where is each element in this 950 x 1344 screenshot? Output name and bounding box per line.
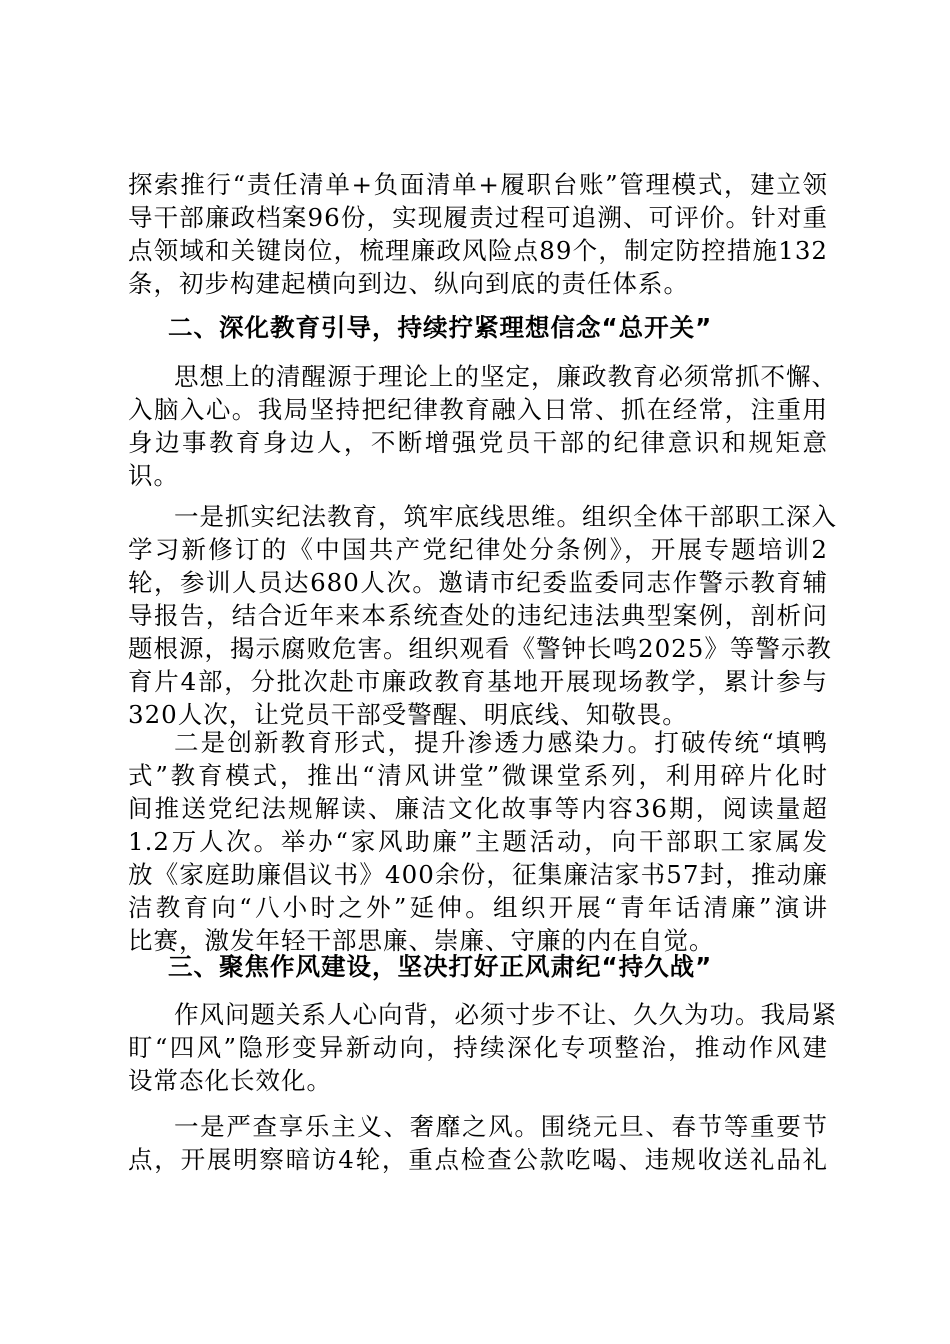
text-line: 身边事教育身边人，不断增强党员干部的纪律意识和规矩意 [128, 428, 828, 457]
text-line: 320人次，让党员干部受警醒、明底线、知敬畏。 [128, 700, 688, 729]
paragraph-discipline-education [128, 500, 837, 731]
text-line: 思想上的清醒源于理论上的坚定，廉政教育必须常抓不懈、 [174, 362, 837, 391]
section-heading-work-style: 三、聚焦作风建设，坚决打好正风肃纪“持久战” [168, 952, 713, 981]
text-line: 题根源，揭示腐败危害。组织观看《警钟长鸣2025》等警示教 [128, 634, 832, 663]
text-line: 条，初步构建起横向到边、纵向到底的责任体系。 [128, 269, 689, 298]
paragraph-hedonism-check [128, 1110, 828, 1176]
text-line: 盯“四风”隐形变异新动向，持续深化专项整治，推动作风建 [128, 1033, 828, 1062]
text-line: 设常态化长效化。 [128, 1066, 332, 1095]
text-line: 点领域和关键岗位，梳理廉政风险点89个，制定防控措施132 [128, 236, 828, 265]
text-line: 轮，参训人员达680人次。邀请市纪委监委同志作警示教育辅 [128, 568, 828, 597]
section-heading-education: 二、深化教育引导，持续拧紧理想信念“总开关” [168, 313, 713, 342]
text-line: 识。 [128, 461, 179, 490]
paragraph-responsibility-system [128, 168, 828, 300]
text-line: 间推送党纪法规解读、廉洁文化故事等内容36期，阅读量超 [128, 794, 828, 823]
text-line: 作风问题关系人心向背，必须寸步不让、久久为功。我局紧 [174, 1000, 837, 1029]
text-line: 学习新修订的《中国共产党纪律处分条例》，开展专题培训2 [128, 535, 828, 564]
text-line: 比赛，激发年轻干部思廉、崇廉、守廉的内在自觉。 [128, 926, 715, 955]
text-line: 1.2万人次。举办“家风助廉”主题活动，向干部职工家属发 [128, 827, 828, 856]
text-line: 放《家庭助廉倡议书》400余份，征集廉洁家书57封，推动廉 [128, 860, 828, 889]
paragraph-innovative-education [128, 726, 828, 957]
text-line: 一是严查享乐主义、奢靡之风。围绕元旦、春节等重要节 [174, 1112, 828, 1141]
text-line: 式”教育模式，推出“清风讲堂”微课堂系列，利用碎片化时 [128, 761, 828, 790]
text-line: 导报告，结合近年来本系统查处的违纪违法典型案例，剖析问 [128, 601, 828, 630]
text-line: 导干部廉政档案96份，实现履责过程可追溯、可评价。针对重 [128, 203, 828, 232]
text-line: 点，开展明察暗访4轮，重点检查公款吃喝、违规收送礼品礼 [128, 1145, 828, 1174]
text-line: 洁教育向“八小时之外”延伸。组织开展“青年话清廉”演讲 [128, 893, 828, 922]
text-line: 育片4部，分批次赴市廉政教育基地开展现场教学，累计参与 [128, 667, 828, 696]
text-line: 探索推行“责任清单+负面清单+履职台账”管理模式，建立领 [128, 170, 828, 199]
text-line: 一是抓实纪法教育，筑牢底线思维。组织全体干部职工深入 [174, 502, 837, 531]
paragraph-education-intro [128, 360, 837, 492]
text-line: 二是创新教育形式，提升渗透力感染力。打破传统“填鸭 [174, 728, 828, 757]
paragraph-work-style-intro [128, 998, 837, 1097]
text-line: 入脑入心。我局坚持把纪律教育融入日常、抓在经常，注重用 [128, 395, 828, 424]
